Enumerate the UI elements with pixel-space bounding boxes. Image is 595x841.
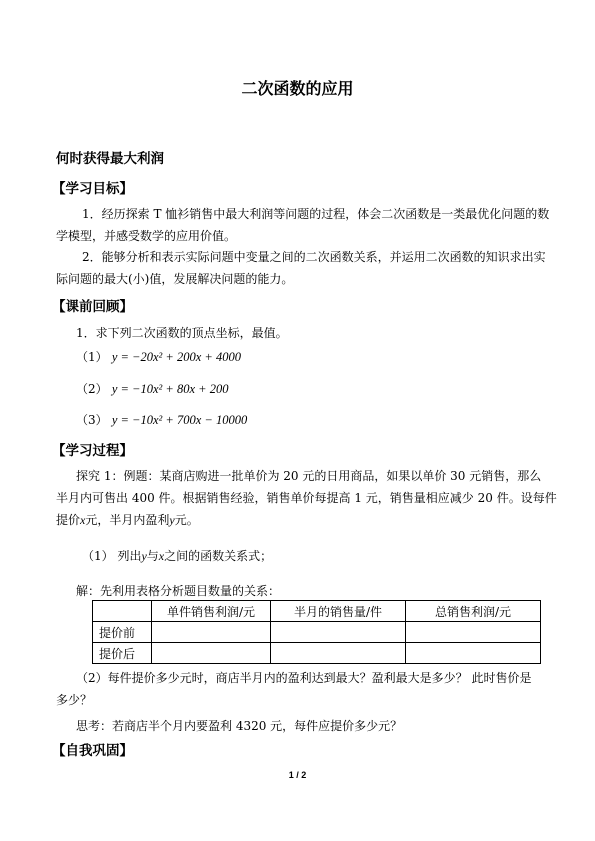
formula-label: （2） — [76, 382, 108, 396]
table-header-cell — [93, 601, 152, 622]
formula-1 — [76, 348, 241, 365]
goal-1-line-2: 学模型，并感受数学的应用价值。 — [56, 229, 237, 243]
variable-x: x — [80, 513, 86, 527]
text-fragment: 之间的函数关系式； — [164, 549, 273, 563]
section-heading-consolidate: 【自我巩固】 — [52, 743, 133, 759]
table-row-label: 提价前 — [93, 622, 152, 643]
table-row — [93, 643, 541, 664]
table-header-cell: 总销售利润/元 — [406, 601, 541, 622]
formula-expression: y = −20x² + 200x + 4000 — [111, 350, 241, 364]
review-question: 1．求下列二次函数的顶点坐标，最值。 — [76, 326, 288, 340]
example-line-2: 半月内可售出 400 件。根据销售经验，销售单价每提高 1 元，销售量相应减少 20 件。设每件 — [56, 491, 557, 505]
text-fragment: 元，半月内盈利 — [85, 513, 170, 527]
formula-label: （3） — [76, 413, 108, 427]
formula-expression: y = −10x² + 700x − 10000 — [111, 413, 248, 427]
table-row-label: 提价后 — [93, 643, 152, 664]
table-header-cell: 半月的销售量/件 — [271, 601, 406, 622]
formula-3 — [76, 411, 247, 428]
analysis-table — [92, 600, 541, 664]
example-line-1: 探究 1：例题：某商店购进一批单价为 20 元的日用商品，如果以单价 30 元销售，那么 — [76, 469, 542, 483]
question-2-line-1: （2）每件提价多少元时，商店半月内的盈利达到最大？盈利最大是多少？ 此时售价是 — [76, 671, 532, 685]
text-fragment: 元。 — [174, 513, 199, 527]
variable-y: y — [141, 549, 147, 563]
section-heading-review: 【课前回顾】 — [52, 299, 133, 315]
table-cell — [271, 622, 406, 643]
goal-1-line-1: 1．经历探索 T 恤衫销售中最大利润等问题的过程，体会二次函数是一类最优化问题的数 — [82, 207, 550, 221]
page-number: 1 / 2 — [288, 770, 307, 780]
goal-2-line-1: 2．能够分析和表示实际问题中变量之间的二次函数关系，并运用二次函数的知识求出实 — [82, 250, 546, 264]
question-2-line-2: 多少？ — [56, 693, 93, 707]
goal-2-line-2: 际问题的最大(小)值，发展解决问题的能力。 — [56, 272, 294, 286]
table-header-row — [93, 601, 541, 622]
variable-y: y — [169, 513, 175, 527]
example-line-3 — [56, 509, 199, 531]
text-fragment: 与 — [146, 549, 159, 563]
variable-x: x — [158, 549, 165, 563]
think-question: 思考：若商店半个月内要盈利 4320 元，每件应提价多少元？ — [76, 719, 403, 733]
section-heading-goals: 【学习目标】 — [52, 181, 133, 197]
table-cell — [406, 643, 541, 664]
table-cell — [152, 622, 271, 643]
formula-2 — [76, 380, 228, 397]
table-header-cell: 单件销售利润/元 — [152, 601, 271, 622]
text-fragment: （1） 列出 — [82, 549, 142, 563]
table-cell — [406, 622, 541, 643]
table-row — [93, 622, 541, 643]
table-cell — [152, 643, 271, 664]
page-title: 二次函数的应用 — [241, 79, 354, 98]
section-heading-process: 【学习过程】 — [52, 443, 133, 459]
formula-expression: y = −10x² + 80x + 200 — [111, 382, 229, 396]
question-1 — [82, 545, 272, 567]
formula-label: （1） — [76, 350, 108, 364]
text-fragment: 提价 — [56, 513, 81, 527]
solution-intro: 解：先利用表格分析题目数量的关系： — [76, 584, 281, 598]
table-cell — [271, 643, 406, 664]
lesson-subtitle: 何时获得最大利润 — [56, 151, 164, 167]
